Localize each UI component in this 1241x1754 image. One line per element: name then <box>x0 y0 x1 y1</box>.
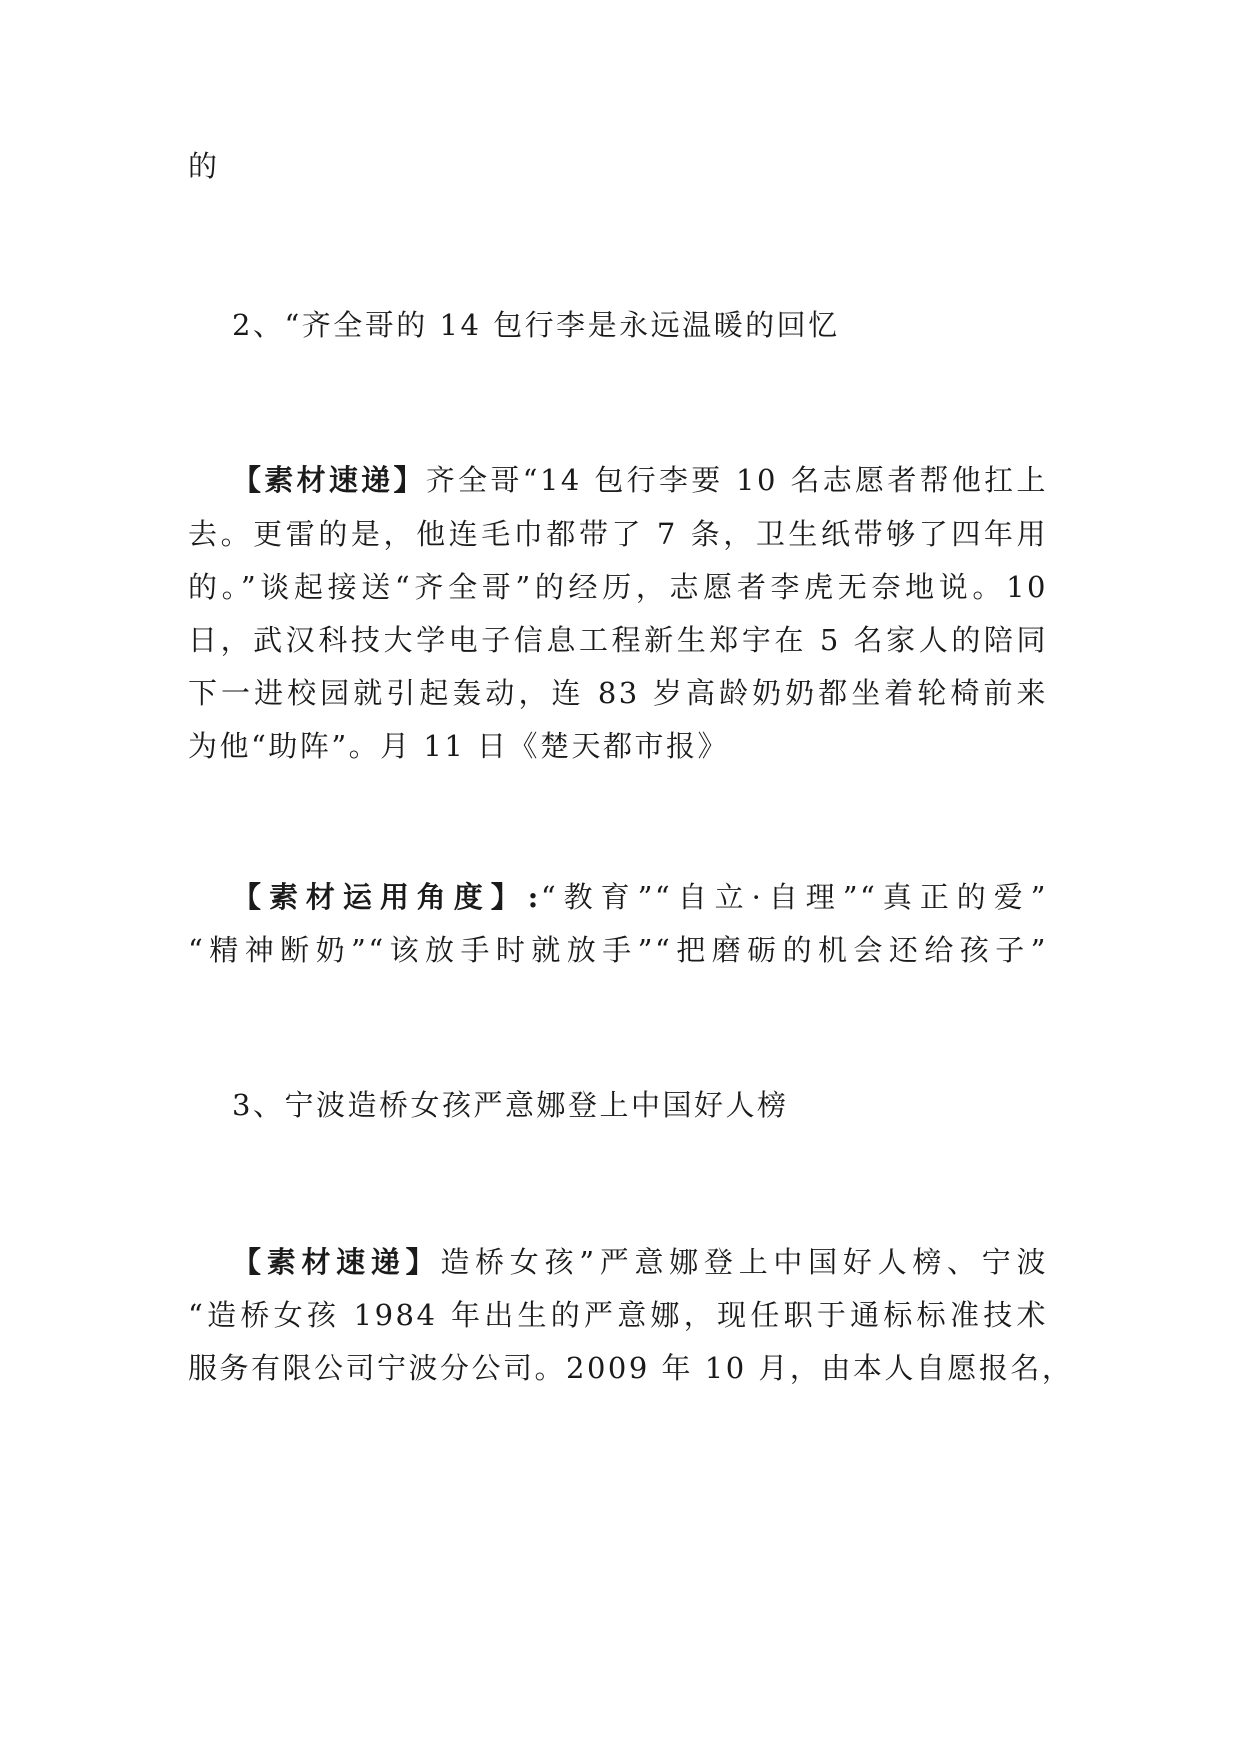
usage-label: 【素材运用角度】: <box>232 880 541 914</box>
material-text: 造桥女孩”严意娜登上中国好人榜、宁波 <box>440 1245 1048 1279</box>
usage-text: “教育”“自立·自理”“真正的爱” <box>540 880 1048 914</box>
section-2-material-line-3: 的。”谈起接送“齐全哥”的经历，志愿者李虎无奈地说。10 <box>188 570 1048 604</box>
fragment-text: 的 <box>188 149 220 183</box>
material-label: 【素材速递】 <box>232 1245 441 1279</box>
section-3-material-line-2: “造桥女孩 1984 年出生的严意娜，现任职于通标标准技术 <box>188 1298 1048 1332</box>
section-3-heading: 3、宁波造桥女孩严意娜登上中国好人榜 <box>232 1088 789 1122</box>
section-2-material-line-5: 下一进校园就引起轰动，连 83 岁高龄奶奶都坐着轮椅前来 <box>188 676 1048 710</box>
material-text: 齐全哥“14 包行李要 10 名志愿者帮他扛上 <box>425 463 1048 497</box>
section-2-usage-line-1 <box>232 877 1048 917</box>
section-2-material-line-4: 日，武汉科技大学电子信息工程新生郑宇在 5 名家人的陪同 <box>188 623 1048 657</box>
section-2-material-line-2: 去。更雷的是，他连毛巾都带了 7 条，卫生纸带够了四年用 <box>188 517 1048 551</box>
section-2-material-line-6: 为他“助阵”。月 11 日《楚天都市报》 <box>188 729 729 763</box>
section-2-material-line-1 <box>232 460 1048 500</box>
material-label: 【素材速递】 <box>232 463 426 497</box>
section-2-usage-line-2: “精神断奶”“该放手时就放手”“把磨砺的机会还给孩子” <box>188 933 1048 967</box>
section-2-heading: 2、“齐全哥的 14 包行李是永远温暖的回忆 <box>232 308 840 342</box>
section-3-material-line-3: 服务有限公司宁波分公司。2009 年 10 月，由本人自愿报名， <box>188 1351 1074 1385</box>
section-3-material-line-1 <box>232 1242 1048 1282</box>
